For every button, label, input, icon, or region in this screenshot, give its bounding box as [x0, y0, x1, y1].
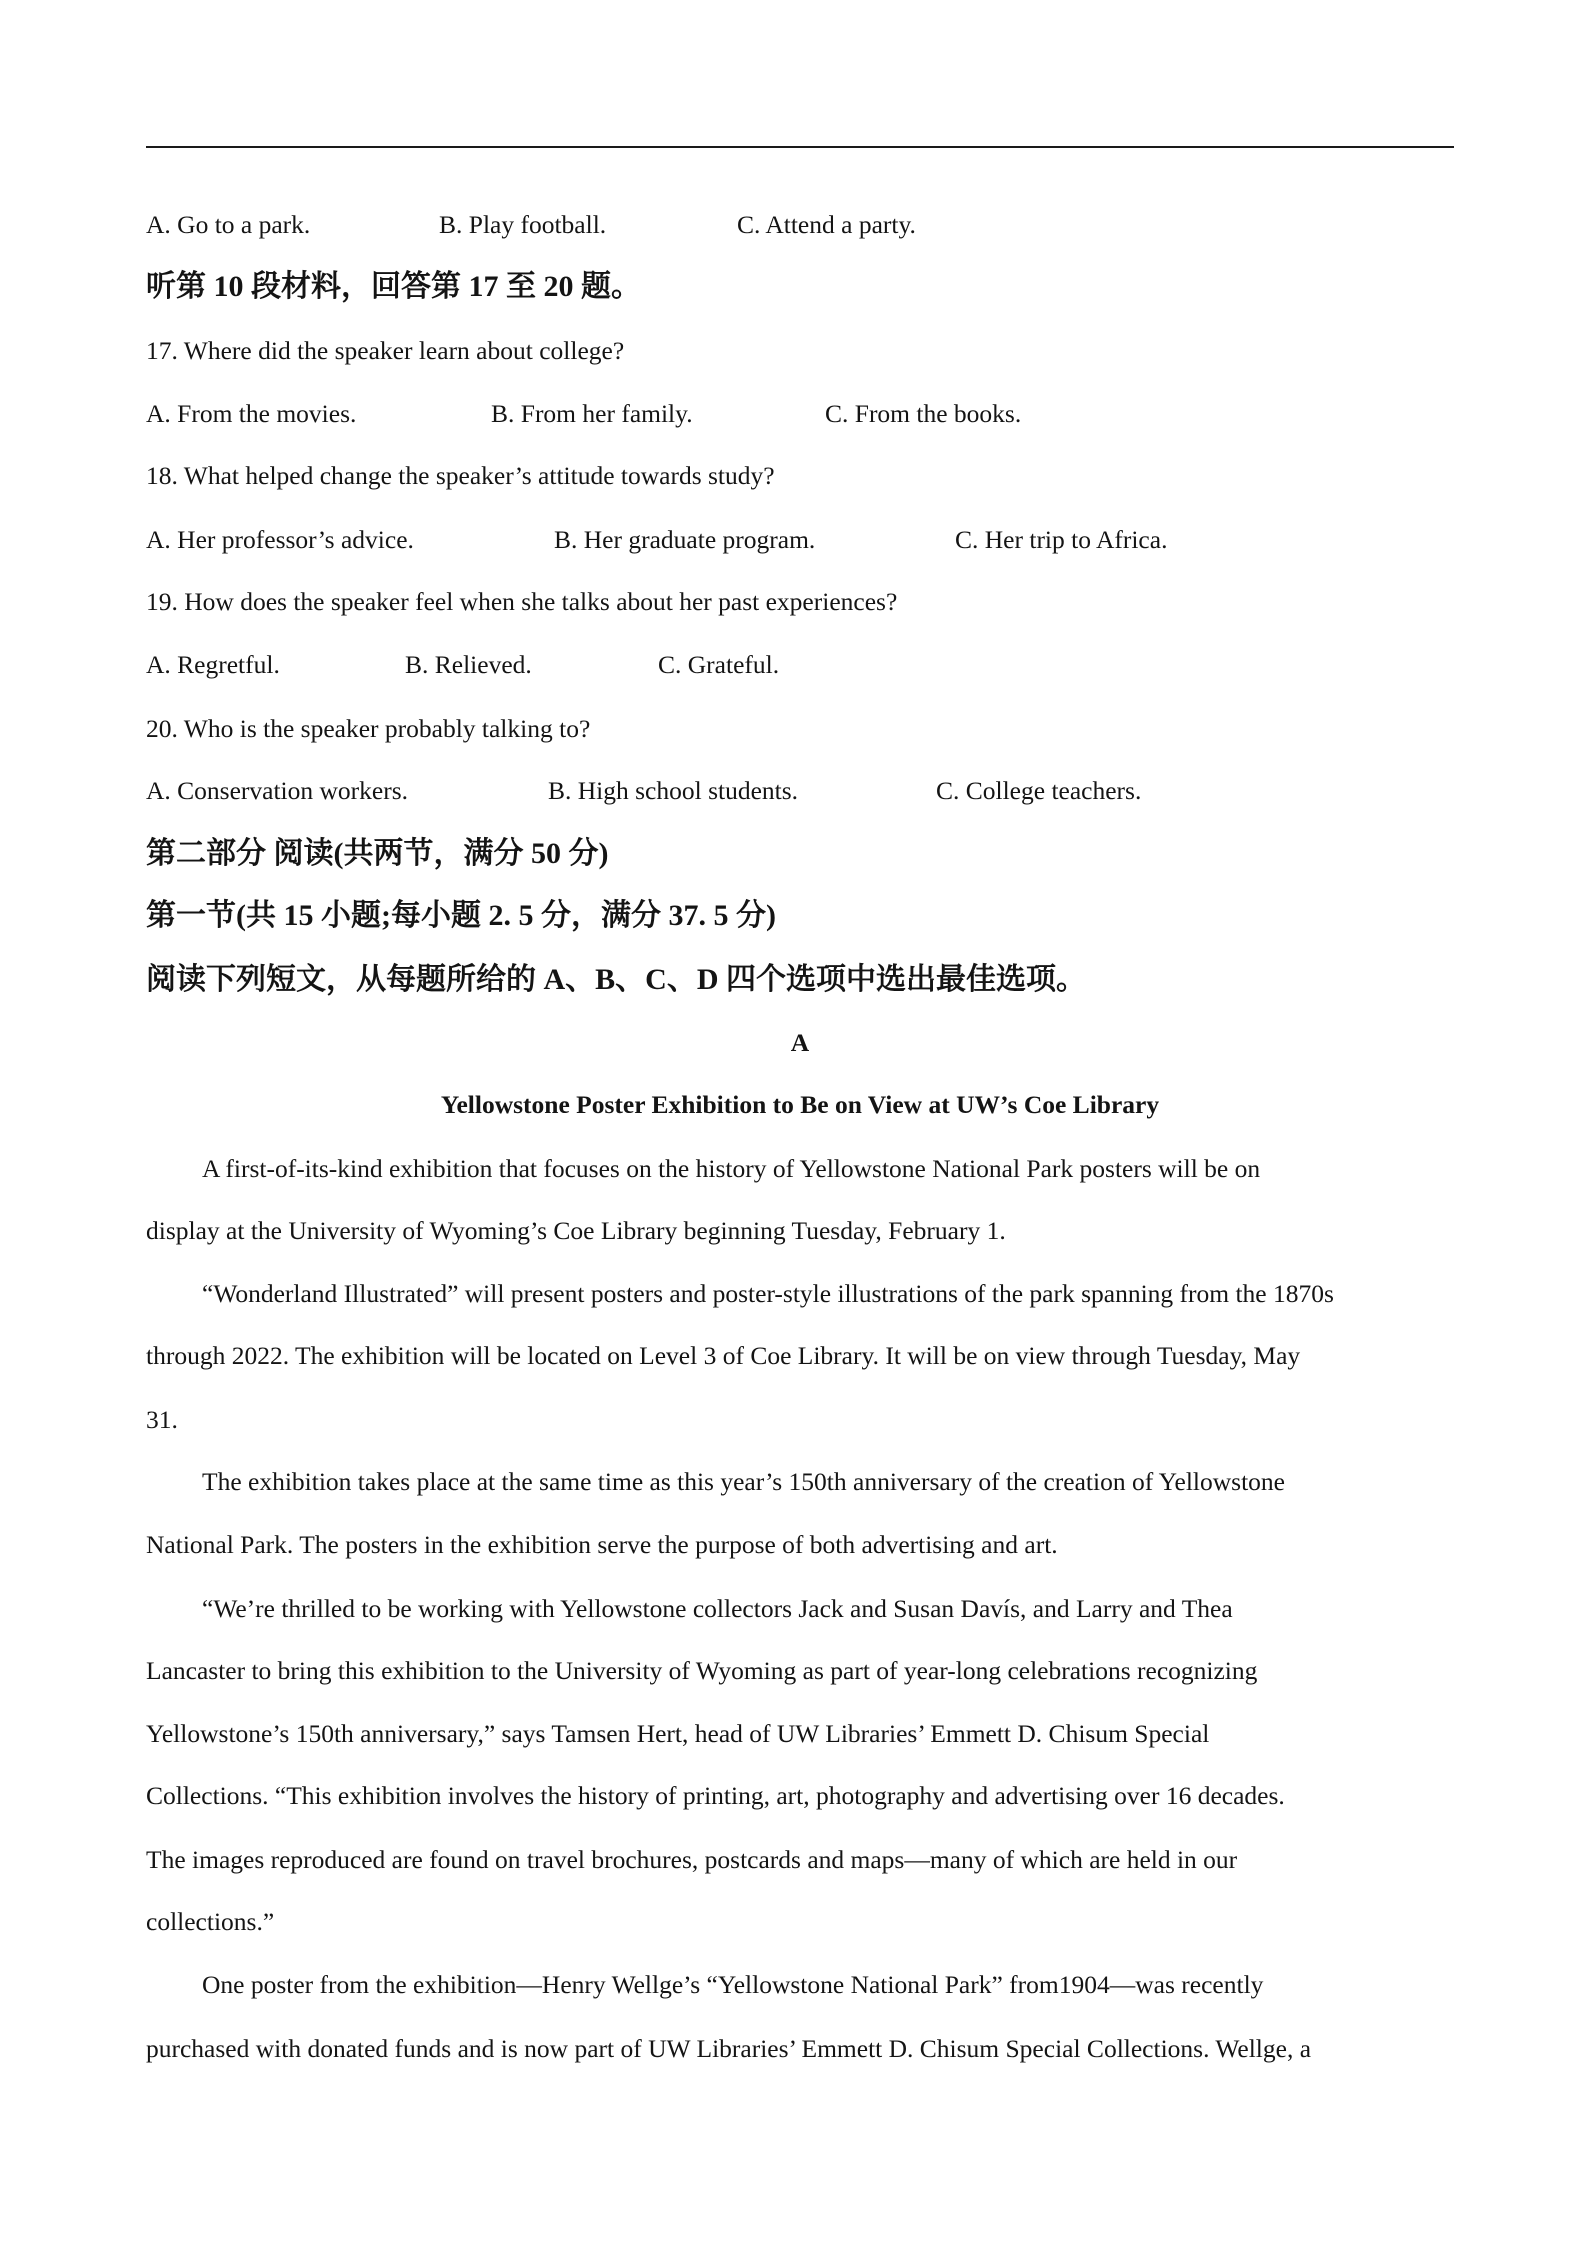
- paragraph-line: Collections. “This exhibition involves the history of printing, art, photography and advertising over 16 decades.: [146, 1781, 1285, 1810]
- paragraph-line: One poster from the exhibition—Henry Wellge’s “Yellowstone National Park” from1904—was recently: [202, 1970, 1264, 1999]
- paragraph-line: collections.”: [146, 1907, 275, 1936]
- option-b: B. Her graduate program.: [554, 525, 816, 554]
- question-stem: 20. Who is the speaker probably talking to?: [146, 714, 591, 743]
- paragraph-line: through 2022. The exhibition will be located on Level 3 of Coe Library. It will be on view through Tuesday, May: [146, 1341, 1301, 1370]
- option-a: A. Regretful.: [146, 650, 280, 679]
- paragraph-line: display at the University of Wyoming’s Coe Library beginning Tuesday, February 1.: [146, 1216, 1006, 1245]
- instruction: 阅读下列短文，从每题所给的 A、B、C、D 四个选项中选出最佳选项。: [146, 963, 1087, 996]
- paragraph-line: A first-of-its-kind exhibition that focuses on the history of Yellowstone National Park posters will be on: [202, 1154, 1261, 1183]
- option-b: B. High school students.: [548, 776, 799, 805]
- option-c: C. From the books.: [825, 399, 1022, 428]
- paragraph-line: “We’re thrilled to be working with Yellowstone collectors Jack and Susan Davís, and Larry and Thea: [202, 1594, 1233, 1623]
- paragraph-line: purchased with donated funds and is now part of UW Libraries’ Emmett D. Chisum Special Collections. Wellge, a: [146, 2034, 1312, 2063]
- option-b: B. From her family.: [491, 399, 693, 428]
- option-a: A. From the movies.: [146, 399, 357, 428]
- section-title: 第一节(共 15 小题;每小题 2. 5 分，满分 37. 5 分): [146, 899, 776, 932]
- passage-label: A: [790, 1028, 810, 1057]
- paragraph-line: 31.: [146, 1405, 178, 1434]
- question-stem: 19. How does the speaker feel when she talks about her past experiences?: [146, 587, 898, 616]
- option-b: B. Play football.: [439, 210, 607, 239]
- option-a: A. Her professor’s advice.: [146, 525, 414, 554]
- section-heading: 听第 10 段材料，回答第 17 至 20 题。: [146, 270, 641, 303]
- passage-title: Yellowstone Poster Exhibition to Be on View at UW’s Coe Library: [440, 1090, 1160, 1119]
- header-rule: [146, 146, 1454, 148]
- option-c: C. College teachers.: [936, 776, 1142, 805]
- paragraph-line: National Park. The posters in the exhibition serve the purpose of both advertising and art.: [146, 1530, 1058, 1559]
- option-a: A. Go to a park.: [146, 210, 311, 239]
- option-b: B. Relieved.: [405, 650, 532, 679]
- paragraph-line: Yellowstone’s 150th anniversary,” says Tamsen Hert, head of UW Libraries’ Emmett D. Chisum Special: [146, 1719, 1210, 1748]
- question-stem: 17. Where did the speaker learn about college?: [146, 336, 625, 365]
- option-c: C. Her trip to Africa.: [955, 525, 1168, 554]
- option-c: C. Grateful.: [658, 650, 780, 679]
- paragraph-line: Lancaster to bring this exhibition to the University of Wyoming as part of year-long celebrations recognizing: [146, 1656, 1258, 1685]
- paragraph-line: “Wonderland Illustrated” will present posters and poster-style illustrations of the park spanning from the 1870s: [202, 1279, 1334, 1308]
- part-title: 第二部分 阅读(共两节，满分 50 分): [146, 837, 609, 870]
- option-c: C. Attend a party.: [737, 210, 916, 239]
- paragraph-line: The images reproduced are found on travel brochures, postcards and maps—many of which are held in our: [146, 1845, 1238, 1874]
- option-a: A. Conservation workers.: [146, 776, 409, 805]
- paragraph-line: The exhibition takes place at the same time as this year’s 150th anniversary of the creation of Yellowstone: [202, 1467, 1285, 1496]
- question-stem: 18. What helped change the speaker’s attitude towards study?: [146, 461, 775, 490]
